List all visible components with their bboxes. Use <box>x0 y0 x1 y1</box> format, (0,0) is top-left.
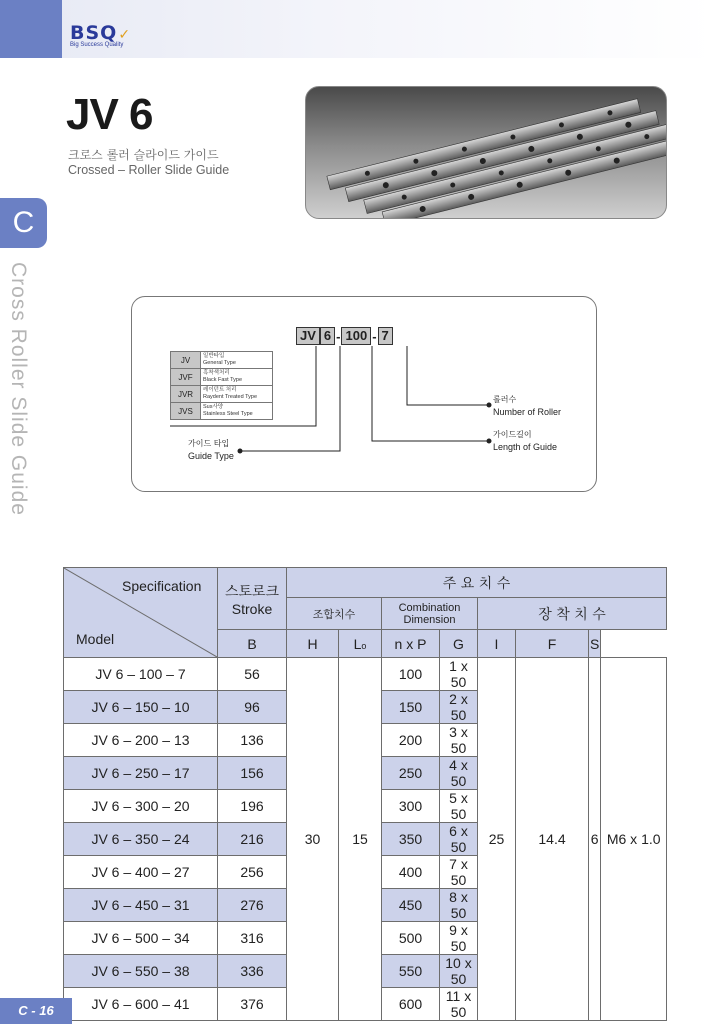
code-length: 100 <box>341 327 371 345</box>
code-series: JV <box>296 327 320 345</box>
logo-text: BSQ <box>70 22 118 44</box>
spec-table-body <box>64 658 667 1021</box>
l0-cell: 400 <box>382 856 440 889</box>
guide-type-label-ko: 가이드 타입 <box>188 439 230 448</box>
stroke-cell: 216 <box>218 823 287 856</box>
nxp-cell: 7 x 50 <box>440 856 478 889</box>
type-desc-ko: 흑착색처리 <box>203 370 230 376</box>
col-header-l: L <box>353 635 362 652</box>
l0-cell: 500 <box>382 922 440 955</box>
l0-cell: 150 <box>382 691 440 724</box>
combo-ko-header <box>287 598 382 630</box>
stroke-cell: 376 <box>218 988 287 1021</box>
type-desc <box>201 403 273 420</box>
type-desc-ko: 레이던트 처리 <box>203 387 237 393</box>
b-value-cell: 30 <box>287 658 339 1021</box>
type-desc-en: Raydent Treated Type <box>203 394 258 400</box>
stroke-header-ko: 스토로크 <box>224 583 280 600</box>
col-header-l0 <box>339 630 382 658</box>
nxp-cell: 4 x 50 <box>440 757 478 790</box>
nxp-cell: 3 x 50 <box>440 724 478 757</box>
stroke-cell: 56 <box>218 658 287 691</box>
mounting-dimension-header: 장 착 치 수 <box>478 598 667 630</box>
s-value-cell: M6 x 1.0 <box>601 658 667 1021</box>
stroke-cell: 136 <box>218 724 287 757</box>
stroke-cell: 156 <box>218 757 287 790</box>
nxp-cell: 5 x 50 <box>440 790 478 823</box>
model-label: Model <box>76 631 115 647</box>
section-side-title: Cross Roller Slide Guide <box>7 262 30 516</box>
combo-en-header <box>382 598 478 630</box>
guide-type-table <box>170 351 273 420</box>
specification-table <box>63 567 667 1021</box>
stroke-cell: 336 <box>218 955 287 988</box>
logo-check-icon: ✓ <box>118 27 131 43</box>
l0-cell: 600 <box>382 988 440 1021</box>
model-cell: JV 6 – 350 – 24 <box>64 823 218 856</box>
type-desc-en: Stainless Steel Type <box>203 411 253 417</box>
type-desc <box>201 352 273 369</box>
l0-cell: 200 <box>382 724 440 757</box>
g-value-cell: 25 <box>478 658 516 1021</box>
col-header-s: S <box>589 630 601 658</box>
logo-tagline: Big Success Quality <box>70 42 124 48</box>
type-desc-en: Black Fast Type <box>203 377 243 383</box>
spec-model-header <box>64 568 218 658</box>
model-cell: JV 6 – 500 – 34 <box>64 922 218 955</box>
model-cell: JV 6 – 200 – 13 <box>64 724 218 757</box>
model-cell: JV 6 – 400 – 27 <box>64 856 218 889</box>
l0-cell: 450 <box>382 889 440 922</box>
guide-length-label-ko: 가이드길이 <box>493 430 532 439</box>
model-cell: JV 6 – 250 – 17 <box>64 757 218 790</box>
type-row <box>171 352 273 369</box>
combo-ko-label: 조합치수 <box>312 608 356 621</box>
f-value-cell: 6 <box>589 658 601 1021</box>
product-subtitle-en: Crossed – Roller Slide Guide <box>68 163 230 177</box>
guide-type-label-en: Guide Type <box>188 451 234 461</box>
nxp-cell: 10 x 50 <box>440 955 478 988</box>
guide-length-label-en: Length of Guide <box>493 442 558 452</box>
l0-cell: 350 <box>382 823 440 856</box>
col-header-f: F <box>516 630 589 658</box>
l0-cell: 250 <box>382 757 440 790</box>
model-cell: JV 6 – 300 – 20 <box>64 790 218 823</box>
specification-label: Specification <box>122 578 202 594</box>
model-cell: JV 6 – 150 – 10 <box>64 691 218 724</box>
type-desc-ko: 일반타입 <box>203 353 225 359</box>
col-header-b: B <box>218 630 287 658</box>
code-dash: - <box>336 328 341 344</box>
nxp-cell: 9 x 50 <box>440 922 478 955</box>
type-desc-ko: Sus사양 <box>203 404 224 410</box>
page-number: C - 16 <box>0 998 72 1024</box>
nxp-cell: 11 x 50 <box>440 988 478 1021</box>
model-code <box>296 327 393 345</box>
l0-cell: 100 <box>382 658 440 691</box>
nxp-cell: 1 x 50 <box>440 658 478 691</box>
combo-en-label-1: Combination <box>398 601 461 614</box>
nxp-cell: 8 x 50 <box>440 889 478 922</box>
model-cell: JV 6 – 450 – 31 <box>64 889 218 922</box>
type-desc-en: General Type <box>203 360 236 366</box>
l0-cell: 300 <box>382 790 440 823</box>
stroke-header <box>218 568 287 630</box>
l0-cell: 550 <box>382 955 440 988</box>
stroke-cell: 256 <box>218 856 287 889</box>
code-dash: - <box>372 328 377 344</box>
combo-en-label-2: Dimension <box>403 613 456 626</box>
stroke-cell: 96 <box>218 691 287 724</box>
nxp-cell: 2 x 50 <box>440 691 478 724</box>
col-header-g: G <box>440 630 478 658</box>
nxp-cell: 6 x 50 <box>440 823 478 856</box>
model-cell: JV 6 – 550 – 38 <box>64 955 218 988</box>
section-letter-tab: C <box>0 198 47 248</box>
h-value-cell: 15 <box>339 658 382 1021</box>
product-title: JV 6 <box>66 90 153 139</box>
main-dimension-header: 주 요 치 수 <box>287 568 667 598</box>
col-header-h: H <box>287 630 339 658</box>
col-header-i: I <box>478 630 516 658</box>
table-row <box>64 658 667 691</box>
type-code: JVS <box>171 403 201 420</box>
type-row <box>171 369 273 386</box>
guide-length-label <box>493 429 557 453</box>
stroke-cell: 276 <box>218 889 287 922</box>
guide-type-label <box>188 438 234 462</box>
type-code: JV <box>171 352 201 369</box>
stroke-cell: 316 <box>218 922 287 955</box>
type-code: JVR <box>171 386 201 403</box>
type-row <box>171 403 273 420</box>
stroke-cell: 196 <box>218 790 287 823</box>
col-header-nxp: n x P <box>382 630 440 658</box>
roller-number-label <box>493 394 561 418</box>
stroke-header-en: Stroke <box>231 600 273 617</box>
model-cell: JV 6 – 100 – 7 <box>64 658 218 691</box>
col-header-l-subscript: o <box>361 640 367 651</box>
type-desc <box>201 369 273 386</box>
type-desc <box>201 386 273 403</box>
code-rollers: 7 <box>378 327 393 345</box>
type-row <box>171 386 273 403</box>
type-code: JVF <box>171 369 201 386</box>
i-value-cell: 14.4 <box>516 658 589 1021</box>
code-size: 6 <box>320 327 335 345</box>
roller-number-label-en: Number of Roller <box>493 407 562 417</box>
product-subtitle-ko: 크로스 롤러 슬라이드 가이드 <box>68 148 219 162</box>
roller-number-label-ko: 롤러수 <box>493 395 517 404</box>
model-cell: JV 6 – 600 – 41 <box>64 988 218 1021</box>
